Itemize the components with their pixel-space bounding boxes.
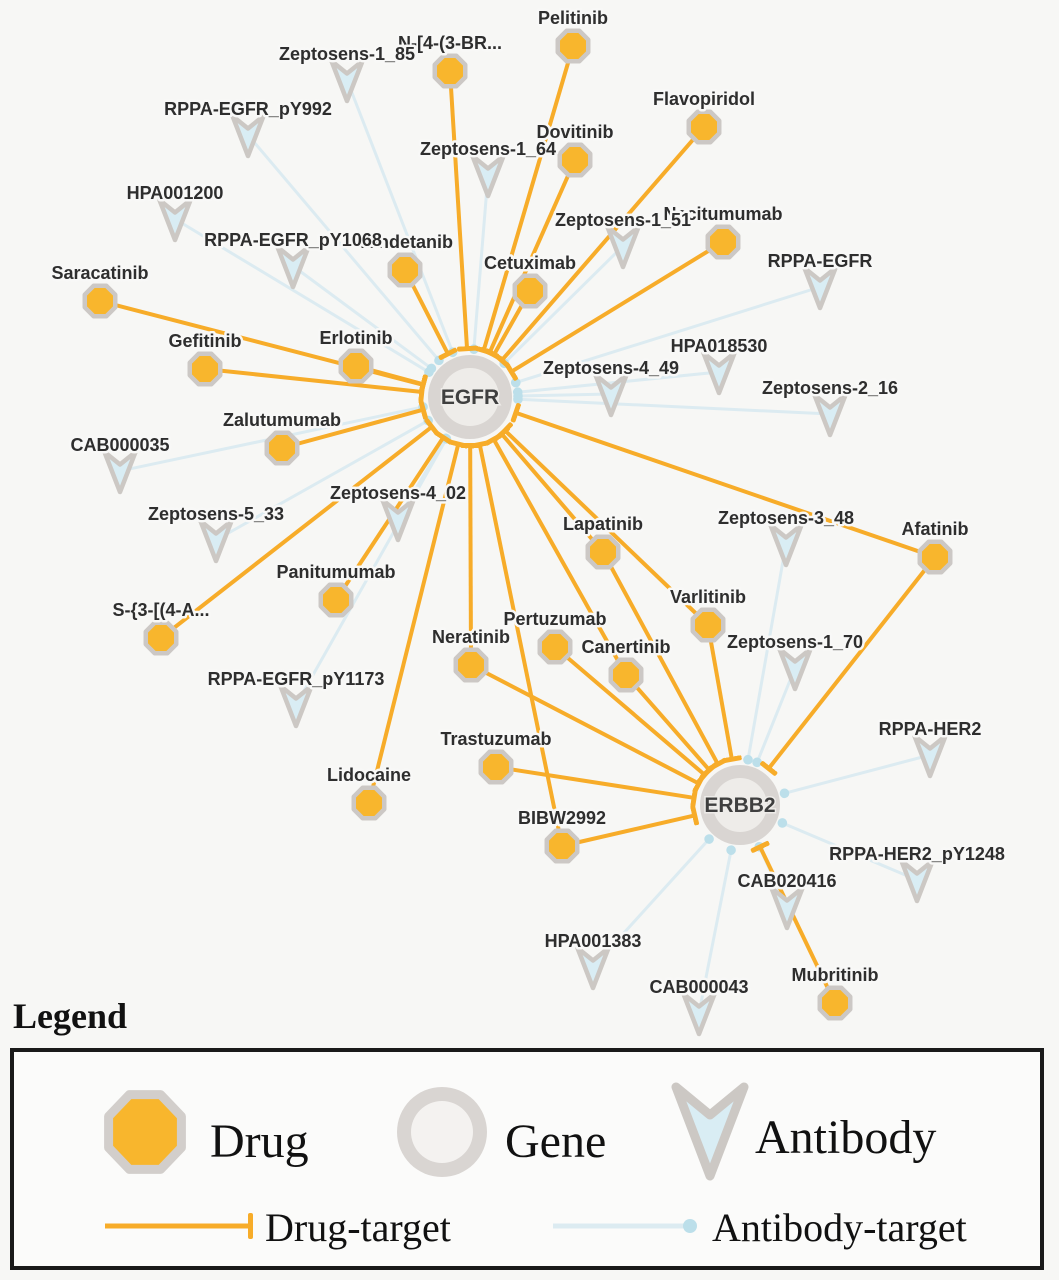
node-erlotinib[interactable] [341, 351, 371, 381]
node-n4_3br[interactable] [435, 56, 465, 86]
edge-trastuzumab-ERBB2 [496, 767, 695, 798]
node-label-lidocaine: Lidocaine [326, 765, 412, 785]
node-label-zep5_33: Zeptosens-5_33 [147, 504, 285, 524]
node-label-hpa001200: HPA001200 [126, 183, 224, 203]
node-zalutumumab[interactable] [267, 433, 297, 463]
node-rppa_egfr[interactable] [805, 268, 836, 308]
edge-n4_3br-EGFR [450, 71, 467, 349]
node-label-dovitinib: Dovitinib [536, 122, 614, 142]
edge-zep4_49-EGFR [518, 394, 611, 396]
node-label-n4_3br: N-[4-(3-BR... [398, 33, 502, 53]
node-pertuzumab[interactable] [540, 632, 570, 662]
node-label-cab000043: CAB000043 [649, 977, 749, 997]
node-zep5_33[interactable] [201, 521, 232, 561]
node-label-zep1_51: Zeptosens-1_51 [554, 210, 692, 230]
node-zep1_70[interactable] [780, 649, 811, 689]
node-label-vandetanib: Vandetanib [356, 232, 454, 252]
node-label-rppa_py1173: RPPA-EGFR_pY1173 [207, 669, 385, 689]
node-label-varlitinib: Varlitinib [669, 587, 747, 607]
node-zep2_16[interactable] [815, 395, 846, 435]
node-label-hpa001383: HPA001383 [544, 931, 642, 951]
node-lidocaine[interactable] [354, 788, 384, 818]
node-EGFR[interactable] [428, 355, 512, 439]
gene-legend-icon [394, 1084, 490, 1180]
node-label-gefitinib: Gefitinib [168, 331, 242, 351]
node-zep1_51[interactable] [608, 227, 639, 267]
antibody-legend-label: Antibody [755, 1111, 937, 1164]
node-saracatinib[interactable] [85, 286, 115, 316]
node-lapatinib[interactable] [588, 537, 618, 567]
node-label-zep1_70: Zeptosens-1_70 [726, 632, 864, 652]
node-label-EGFR: EGFR [440, 386, 500, 409]
node-label-saracatinib: Saracatinib [51, 263, 149, 283]
node-label-rppa_her2_py1248: RPPA-HER2_pY1248 [829, 844, 1005, 864]
node-gefitinib[interactable] [190, 354, 220, 384]
node-label-flavopiridol: Flavopiridol [652, 89, 756, 109]
node-trastuzumab[interactable] [481, 752, 511, 782]
node-necitumumab[interactable] [708, 227, 738, 257]
node-label-rppa_py992: RPPA-EGFR_pY992 [164, 99, 332, 119]
drug-legend-icon [97, 1084, 193, 1180]
edge-lapatinib-EGFR [501, 433, 603, 552]
node-zep1_85[interactable] [332, 61, 363, 101]
node-label-mubritinib: Mubritinib [791, 965, 879, 985]
node-cetuximab[interactable] [515, 276, 545, 306]
node-panitumumab[interactable] [321, 585, 351, 615]
edge-flavopiridol-EGFR [501, 127, 704, 361]
node-rppa_her2[interactable] [915, 736, 946, 776]
node-zep1_64[interactable] [473, 156, 504, 196]
node-label-ERBB2: ERBB2 [704, 794, 776, 817]
node-label-trastuzumab: Trastuzumab [440, 729, 552, 749]
edge-zep1_85-EGFR [347, 80, 453, 352]
node-hpa001383[interactable] [578, 948, 609, 988]
node-label-neratinib: Neratinib [431, 627, 511, 647]
node-label-bibw2992: BIBW2992 [517, 808, 607, 828]
node-canertinib[interactable] [611, 660, 641, 690]
node-flavopiridol[interactable] [689, 112, 719, 142]
antibody-legend-icon [665, 1078, 755, 1184]
node-label-hpa018530: HPA018530 [670, 336, 768, 356]
node-label-panitumumab: Panitumumab [276, 562, 396, 582]
node-label-cab020416: CAB020416 [737, 871, 837, 891]
node-varlitinib[interactable] [693, 610, 723, 640]
node-label-zep4_02: Zeptosens-4_02 [329, 483, 467, 503]
node-label-rppa_her2: RPPA-HER2 [878, 719, 982, 739]
node-ERBB2[interactable] [700, 765, 780, 845]
edge-rppa_her2-ERBB2 [784, 755, 930, 793]
node-afatinib[interactable] [920, 542, 950, 572]
edge-afatinib-EGFR [515, 413, 935, 557]
node-label-zep1_85: Zeptosens-1_85 [278, 44, 416, 64]
node-label-zep4_49: Zeptosens-4_49 [542, 358, 680, 378]
node-vandetanib[interactable] [390, 255, 420, 285]
node-label-cab000035: CAB000035 [70, 435, 170, 455]
node-mubritinib[interactable] [820, 988, 850, 1018]
node-label-zep1_64: Zeptosens-1_64 [419, 139, 557, 159]
node-label-pelitinib: Pelitinib [537, 8, 609, 28]
node-label-rppa_egfr: RPPA-EGFR [767, 251, 873, 271]
node-label-erlotinib: Erlotinib [319, 328, 393, 348]
node-label-zalutumumab: Zalutumumab [222, 410, 342, 430]
node-bibw2992[interactable] [547, 831, 577, 861]
node-rppa_her2_py1248[interactable] [902, 861, 933, 901]
node-zep3_48[interactable] [771, 525, 802, 565]
node-neratinib[interactable] [456, 650, 486, 680]
node-label-zep3_48: Zeptosens-3_48 [717, 508, 855, 528]
node-label-pertuzumab: Pertuzumab [503, 609, 607, 629]
drug-legend-label: Drug [210, 1115, 309, 1168]
node-dovitinib[interactable] [560, 145, 590, 175]
antibody-target-legend-icon [548, 1211, 708, 1241]
antibody-target-legend-label: Antibody-target [712, 1205, 967, 1250]
node-label-s3_4a: S-{3-[(4-A... [112, 600, 210, 620]
node-s3_4a[interactable] [146, 623, 176, 653]
node-cab000035[interactable] [105, 452, 136, 492]
node-label-rppa_py1068: RPPA-EGFR_pY1068 [204, 230, 382, 250]
node-label-afatinib: Afatinib [901, 519, 969, 539]
edge-gefitinib-EGFR [205, 369, 422, 392]
edge-zep2_16-EGFR [518, 399, 830, 414]
node-rppa_py1173[interactable] [281, 686, 312, 726]
node-label-zep2_16: Zeptosens-2_16 [761, 378, 899, 398]
node-hpa001200[interactable] [160, 200, 191, 240]
drug-target-legend-icon [100, 1211, 265, 1241]
legend-title: Legend [13, 996, 128, 1036]
node-label-cetuximab: Cetuximab [483, 253, 577, 273]
drug-target-legend-label: Drug-target [265, 1205, 451, 1250]
node-label-lapatinib: Lapatinib [563, 514, 643, 534]
node-label-necitumumab: Necitumumab [663, 204, 783, 224]
gene-legend-label: Gene [505, 1115, 607, 1168]
node-label-canertinib: Canertinib [581, 637, 671, 657]
node-pelitinib[interactable] [558, 31, 588, 61]
node-cab000043[interactable] [684, 994, 715, 1034]
node-rppa_py1068[interactable] [278, 247, 309, 287]
